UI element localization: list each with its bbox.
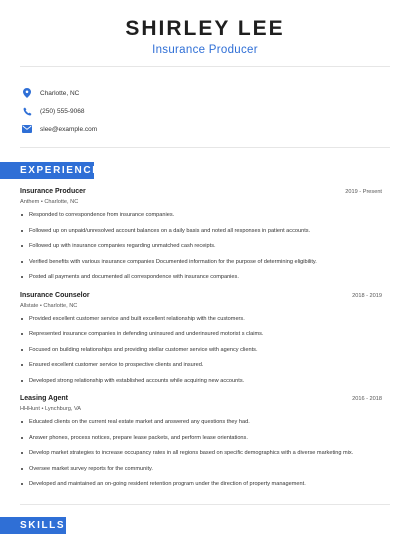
bullet-icon <box>21 214 23 216</box>
job-dates: 2016 - 2018 <box>352 396 382 402</box>
contact-divider <box>20 147 390 148</box>
bullet-icon <box>21 261 23 263</box>
experience-heading: EXPERIENCE <box>0 162 94 179</box>
bullet-icon <box>21 333 23 335</box>
list-item: Verified benefits with various insurance companies Documented information for the purpose of determining eligibility. <box>20 258 382 274</box>
contact-location-text: Charlotte, NC <box>40 89 80 97</box>
list-item: Provided excellent customer service and built excellent relationship with the customers. <box>20 315 382 331</box>
job-company: HHHunt • Lynchburg, VA <box>20 406 82 412</box>
location-pin-icon <box>22 88 32 98</box>
job-company: Anthem • Charlotte, NC <box>20 199 79 205</box>
bullet-icon <box>21 452 23 454</box>
list-item: Developed and maintained an on-going resident retention program under the direction of property management. <box>20 480 382 496</box>
list-item: Ensured excellent customer service to prospective clients and insured. <box>20 361 382 377</box>
list-item: Responded to correspondence from insurance companies. <box>20 211 382 227</box>
contact-phone-text: (250) 555-9068 <box>40 107 85 115</box>
job-company: Allstate • Charlotte, NC <box>20 302 78 309</box>
list-item: Posted all payments and documented all correspondence with insurance companies. <box>20 273 382 289</box>
contact-email <box>22 120 97 138</box>
header-divider <box>20 66 390 67</box>
contact-email-text: slee@example.com <box>40 125 98 133</box>
list-item: Developed strong relationship with established accounts while acquiring new accounts. <box>20 377 382 393</box>
list-item: Educated clients on the current real estate market and answered any questions they had. <box>20 418 382 434</box>
job-title: Insurance Counselor <box>20 291 90 299</box>
job-entry <box>20 395 382 496</box>
contact-location <box>22 84 97 102</box>
job-entry <box>20 292 382 393</box>
bullet-icon <box>21 468 23 470</box>
experience-divider <box>20 504 390 505</box>
skills-heading: SKILLS <box>0 517 66 534</box>
job-title: Insurance Producer <box>20 188 86 195</box>
candidate-title: Insurance Producer <box>152 44 258 56</box>
job-bullets <box>20 211 382 289</box>
candidate-name: SHIRLEY LEE <box>125 17 285 40</box>
contact-phone <box>22 102 97 120</box>
list-item: Oversee market survey reports for the community. <box>20 465 382 481</box>
job-bullets <box>20 418 382 496</box>
bullet-icon <box>21 318 23 320</box>
bullet-icon <box>21 483 23 485</box>
bullet-icon <box>21 364 23 366</box>
bullet-icon <box>21 230 23 232</box>
phone-icon <box>22 106 32 116</box>
job-dates: 2018 - 2019 <box>352 292 382 299</box>
job-dates: 2019 - Present <box>345 189 382 195</box>
list-item: Represented insurance companies in defending uninsured and underinsured motorist s claims. <box>20 330 382 346</box>
bullet-icon <box>21 276 23 278</box>
experience-list <box>20 188 382 496</box>
job-title: Leasing Agent <box>20 395 68 402</box>
list-item: Followed up on unpaid/unresolved account balances on a daily basis and noted all responses in patient accounts. <box>20 227 382 243</box>
bullet-icon <box>21 349 23 351</box>
bullet-icon <box>21 437 23 439</box>
bullet-icon <box>21 380 23 382</box>
job-entry <box>20 188 382 289</box>
list-item: Focused on building relationships and providing stellar customer service with agency clients. <box>20 346 382 362</box>
resume-header <box>0 0 410 56</box>
bullet-icon <box>21 421 23 423</box>
bullet-icon <box>21 245 23 247</box>
email-icon <box>22 124 32 134</box>
list-item: Develop market strategies to increase occupancy rates in all regions based on specific demographics with a diverse marketing mix. <box>20 449 382 465</box>
list-item: Followed up with insurance companies regarding unmatched cash receipts. <box>20 242 382 258</box>
job-bullets <box>20 315 382 393</box>
list-item: Answer phones, process notices, prepare lease packets, and perform lease orientations. <box>20 434 382 450</box>
contact-list <box>22 84 97 138</box>
